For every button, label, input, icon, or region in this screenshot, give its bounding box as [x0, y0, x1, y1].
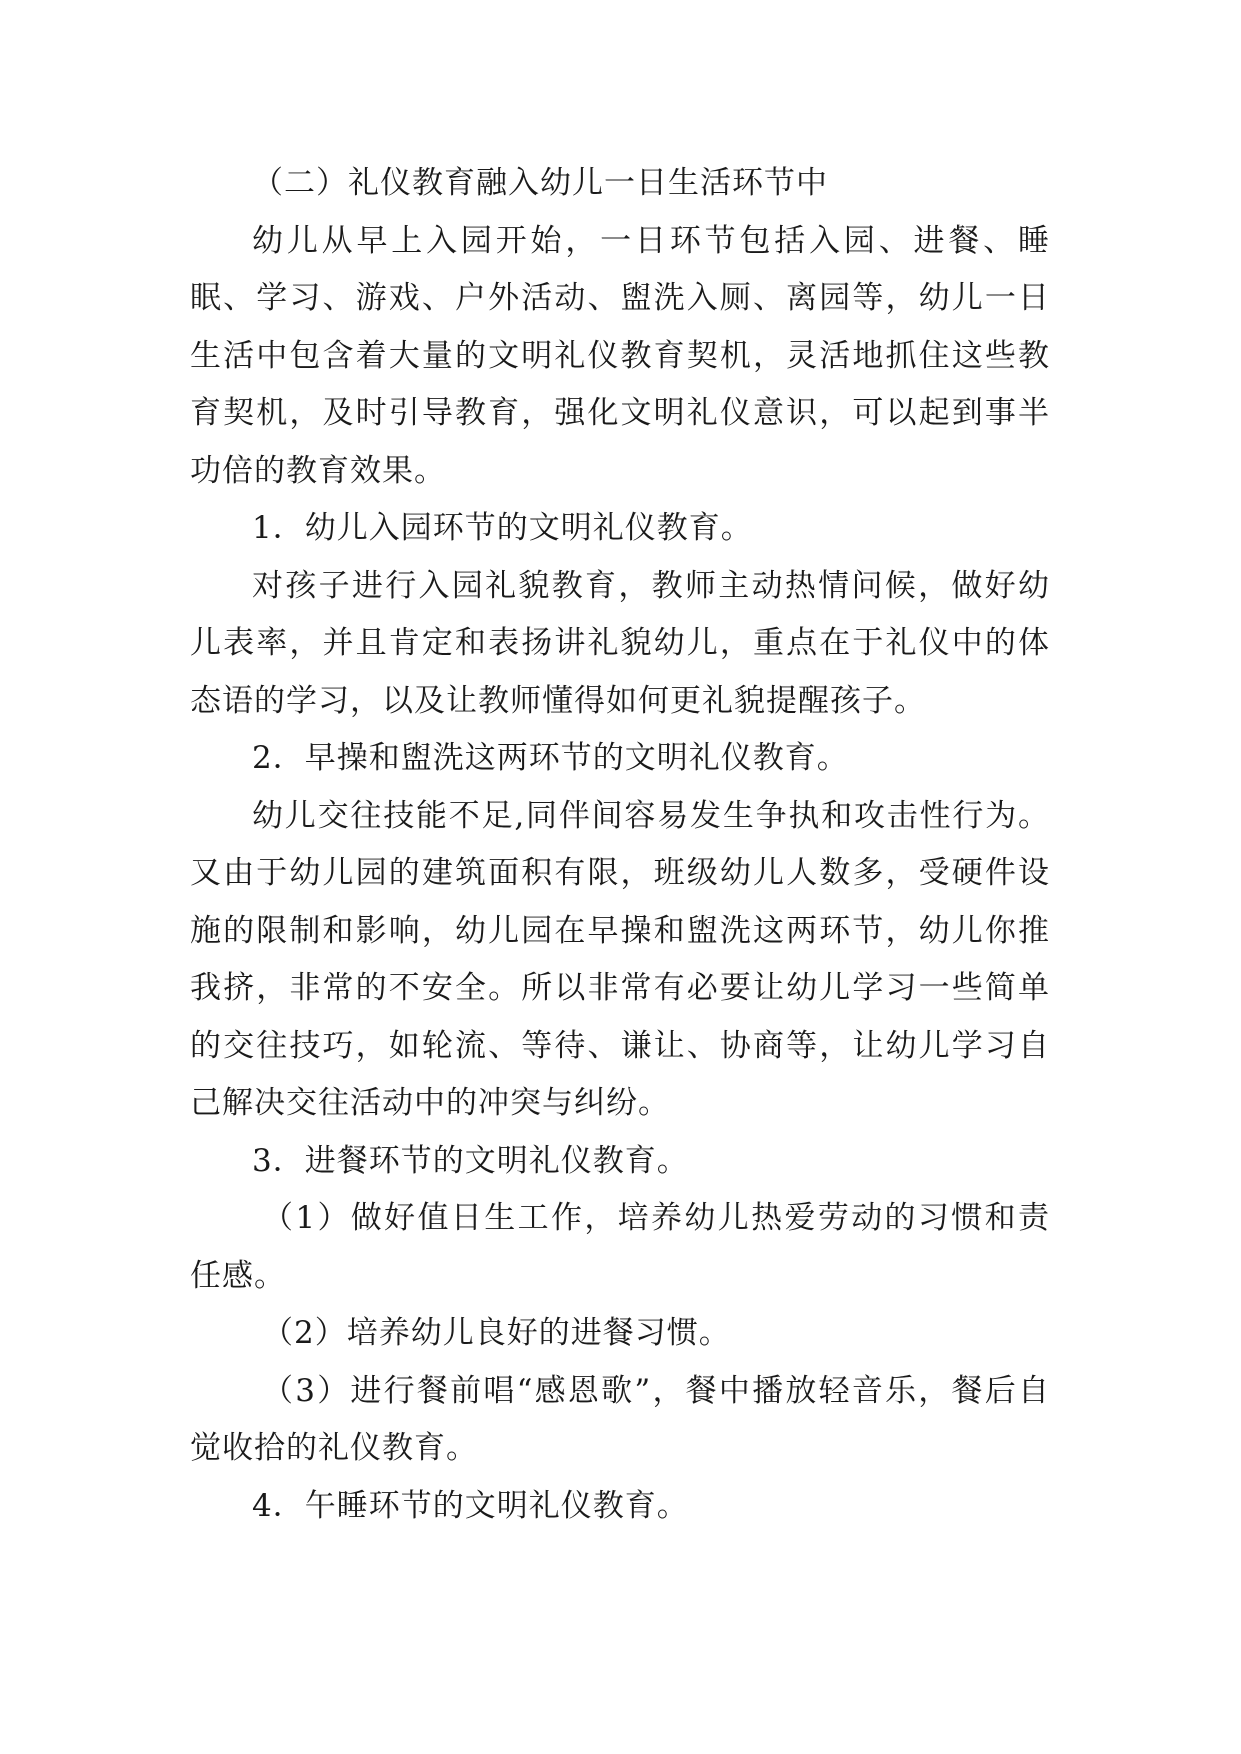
item-heading-1: 1．幼儿入园环节的文明礼仪教育。 — [252, 510, 753, 546]
item-heading-2: 2．早操和盥洗这两环节的文明礼仪教育。 — [252, 740, 849, 776]
item-heading-4: 4．午睡环节的文明礼仪教育。 — [252, 1487, 689, 1524]
document-body — [190, 155, 1050, 1535]
paragraph-exercise-washing: 幼儿交往技能不足,同伴间容易发生争执和攻击性行为。又由于幼儿园的建筑面积有限，班级幼儿人数多，受硬件设施的限制和影响，幼儿园在早操和盥洗这两环节，幼儿你推我挤，非常的不安全。所以非常有必要让幼儿学习一些简单的交往技巧，如轮流、等待、谦让、协商等，让幼儿学习自己解决交往活动中的冲突与纠纷。 — [190, 797, 1050, 1121]
paragraph-intro: 幼儿从早上入园开始，一日环节包括入园、进餐、睡眠、学习、游戏、户外活动、盥洗入厕、离园等，幼儿一日生活中包含着大量的文明礼仪教育契机，灵活地抓住这些教育契机，及时引导教育，强化文明礼仪意识，可以起到事半功倍的教育效果。 — [190, 222, 1050, 489]
sub-item-2: （2）培养幼儿良好的进餐习惯。 — [262, 1315, 731, 1351]
item-heading-3: 3．进餐环节的文明礼仪教育。 — [252, 1142, 689, 1179]
section-heading: （二）礼仪教育融入幼儿一日生活环节中 — [252, 165, 828, 201]
paragraph-arrival: 对孩子进行入园礼貌教育，教师主动热情问候，做好幼儿表率，并且肯定和表扬讲礼貌幼儿，重点在于礼仪中的体态语的学习，以及让教师懂得如何更礼貌提醒孩子。 — [190, 567, 1050, 719]
sub-item-1: （1）做好值日生工作，培养幼儿热爱劳动的习惯和责任感。 — [190, 1200, 1050, 1294]
sub-item-3: （3）进行餐前唱“感恩歌”，餐中播放轻音乐，餐后自觉收拾的礼仪教育。 — [190, 1372, 1050, 1466]
